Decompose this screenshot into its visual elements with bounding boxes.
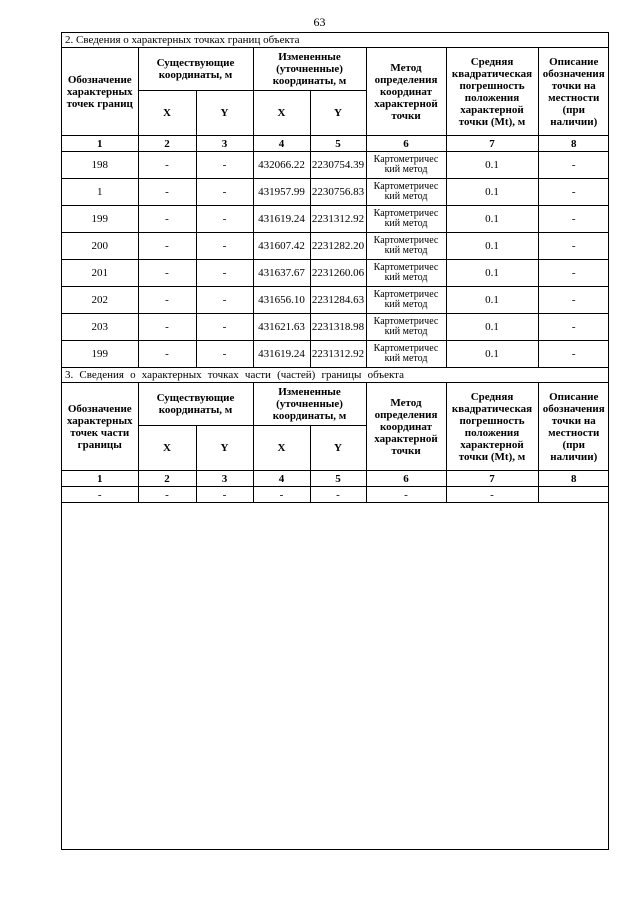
existing-y: - bbox=[196, 287, 253, 314]
changed-y: 2231260.06 bbox=[310, 260, 366, 287]
point-designation: 200 bbox=[62, 233, 138, 260]
changed-x: 431656.10 bbox=[253, 287, 310, 314]
changed-x: - bbox=[253, 487, 310, 503]
point-designation: - bbox=[62, 487, 138, 503]
changed-y: 2231318.98 bbox=[310, 314, 366, 341]
existing-y: - bbox=[196, 341, 253, 368]
accuracy: 0.1 bbox=[446, 179, 538, 206]
column-number: 7 bbox=[446, 471, 538, 487]
changed-x: 431607.42 bbox=[253, 233, 310, 260]
accuracy: 0.1 bbox=[446, 314, 538, 341]
table-row bbox=[62, 341, 609, 368]
description: - bbox=[538, 206, 609, 233]
point-designation: 1 bbox=[62, 179, 138, 206]
column-number: 7 bbox=[446, 136, 538, 152]
column-number: 4 bbox=[253, 136, 310, 152]
method: Картометричес кий метод bbox=[366, 314, 446, 341]
column-numbers-row bbox=[62, 136, 609, 152]
changed-y: 2231284.63 bbox=[310, 287, 366, 314]
changed-x: 431621.63 bbox=[253, 314, 310, 341]
column-number: 3 bbox=[196, 136, 253, 152]
changed-x: 432066.22 bbox=[253, 152, 310, 179]
method: Картометричес кий метод bbox=[366, 287, 446, 314]
header-changed-y: Y bbox=[310, 91, 366, 136]
description: - bbox=[538, 152, 609, 179]
changed-y: 2230756.83 bbox=[310, 179, 366, 206]
existing-x: - bbox=[138, 487, 196, 503]
existing-x: - bbox=[138, 341, 196, 368]
header-designation-part: Обозначение характерных точек части границы bbox=[62, 383, 138, 471]
method: Картометричес кий метод bbox=[366, 152, 446, 179]
changed-x: 431619.24 bbox=[253, 206, 310, 233]
existing-y: - bbox=[196, 260, 253, 287]
existing-x: - bbox=[138, 152, 196, 179]
existing-x: - bbox=[138, 260, 196, 287]
column-number: 2 bbox=[138, 136, 196, 152]
column-number: 8 bbox=[538, 136, 609, 152]
method: - bbox=[366, 487, 446, 503]
document-sheet bbox=[61, 32, 609, 850]
method: Картометричес кий метод bbox=[366, 179, 446, 206]
column-number: 5 bbox=[310, 471, 366, 487]
method: Картометричес кий метод bbox=[366, 341, 446, 368]
description: - bbox=[538, 341, 609, 368]
changed-x: 431619.24 bbox=[253, 341, 310, 368]
table-row bbox=[62, 179, 609, 206]
column-number: 4 bbox=[253, 471, 310, 487]
point-designation: 199 bbox=[62, 206, 138, 233]
header-accuracy: Средняя квадратическая погрешность положения характерной точки (Mt), м bbox=[446, 48, 538, 136]
header-changed-x: X bbox=[253, 426, 310, 471]
point-designation: 198 bbox=[62, 152, 138, 179]
existing-y: - bbox=[196, 206, 253, 233]
accuracy: 0.1 bbox=[446, 260, 538, 287]
changed-x: 431957.99 bbox=[253, 179, 310, 206]
point-designation: 202 bbox=[62, 287, 138, 314]
header-method: Метод определения координат характерной точки bbox=[366, 383, 446, 471]
method: Картометричес кий метод bbox=[366, 233, 446, 260]
changed-y: 2231312.92 bbox=[310, 341, 366, 368]
method: Картометричес кий метод bbox=[366, 260, 446, 287]
header-existing-x: X bbox=[138, 91, 196, 136]
column-number: 6 bbox=[366, 136, 446, 152]
existing-y: - bbox=[196, 152, 253, 179]
changed-y: 2231282.20 bbox=[310, 233, 366, 260]
accuracy: 0.1 bbox=[446, 341, 538, 368]
method: Картометричес кий метод bbox=[366, 206, 446, 233]
header-accuracy: Средняя квадратическая погрешность положения характерной точки (Mt), м bbox=[446, 383, 538, 471]
description: - bbox=[538, 179, 609, 206]
column-number: 2 bbox=[138, 471, 196, 487]
header-existing-y: Y bbox=[196, 426, 253, 471]
description: - bbox=[538, 260, 609, 287]
page-number: 63 bbox=[313, 15, 326, 29]
header-existing-coordinates: Существующие координаты, м bbox=[138, 48, 253, 91]
header-description: Описание обозначения точки на местности (при наличии) bbox=[538, 383, 609, 471]
accuracy: 0.1 bbox=[446, 287, 538, 314]
header-designation: Обозначение характерных точек границ bbox=[62, 48, 138, 136]
header-method: Метод определения координат характерной точки bbox=[366, 48, 446, 136]
column-number: 5 bbox=[310, 136, 366, 152]
point-designation: 199 bbox=[62, 341, 138, 368]
table-row bbox=[62, 260, 609, 287]
column-number: 6 bbox=[366, 471, 446, 487]
column-number: 8 bbox=[538, 471, 609, 487]
section-2-title: 2. Сведения о характерных точках границ объекта bbox=[62, 33, 609, 48]
header-changed-x: X bbox=[253, 91, 310, 136]
accuracy: 0.1 bbox=[446, 152, 538, 179]
table-row bbox=[62, 487, 609, 503]
point-designation: 201 bbox=[62, 260, 138, 287]
header-description: Описание обозначения точки на местности (при наличии) bbox=[538, 48, 609, 136]
changed-y: 2231312.92 bbox=[310, 206, 366, 233]
header-changed-y: Y bbox=[310, 426, 366, 471]
column-numbers-row bbox=[62, 471, 609, 487]
existing-x: - bbox=[138, 233, 196, 260]
accuracy: 0.1 bbox=[446, 233, 538, 260]
header-changed-coordinates: Измененные (уточненные) координаты, м bbox=[253, 383, 366, 426]
header-existing-x: X bbox=[138, 426, 196, 471]
column-number: 1 bbox=[62, 471, 138, 487]
table-row bbox=[62, 152, 609, 179]
table-row bbox=[62, 314, 609, 341]
column-number: 3 bbox=[196, 471, 253, 487]
table-row bbox=[62, 233, 609, 260]
description bbox=[538, 487, 609, 503]
description: - bbox=[538, 314, 609, 341]
table-row bbox=[62, 287, 609, 314]
column-number: 1 bbox=[62, 136, 138, 152]
changed-x: 431637.67 bbox=[253, 260, 310, 287]
changed-y: 2230754.39 bbox=[310, 152, 366, 179]
header-existing-coordinates: Существующие координаты, м bbox=[138, 383, 253, 426]
changed-y: - bbox=[310, 487, 366, 503]
existing-y: - bbox=[196, 179, 253, 206]
existing-y: - bbox=[196, 487, 253, 503]
existing-x: - bbox=[138, 179, 196, 206]
existing-y: - bbox=[196, 233, 253, 260]
accuracy: 0.1 bbox=[446, 206, 538, 233]
boundary-points-table bbox=[62, 33, 609, 503]
existing-x: - bbox=[138, 314, 196, 341]
description: - bbox=[538, 287, 609, 314]
header-existing-y: Y bbox=[196, 91, 253, 136]
section-3-title: 3. Сведения о характерных точках части (частей) границы объекта bbox=[62, 368, 609, 383]
existing-x: - bbox=[138, 287, 196, 314]
table-row bbox=[62, 206, 609, 233]
description: - bbox=[538, 233, 609, 260]
accuracy: - bbox=[446, 487, 538, 503]
existing-x: - bbox=[138, 206, 196, 233]
point-designation: 203 bbox=[62, 314, 138, 341]
existing-y: - bbox=[196, 314, 253, 341]
header-changed-coordinates: Измененные (уточненные) координаты, м bbox=[253, 48, 366, 91]
